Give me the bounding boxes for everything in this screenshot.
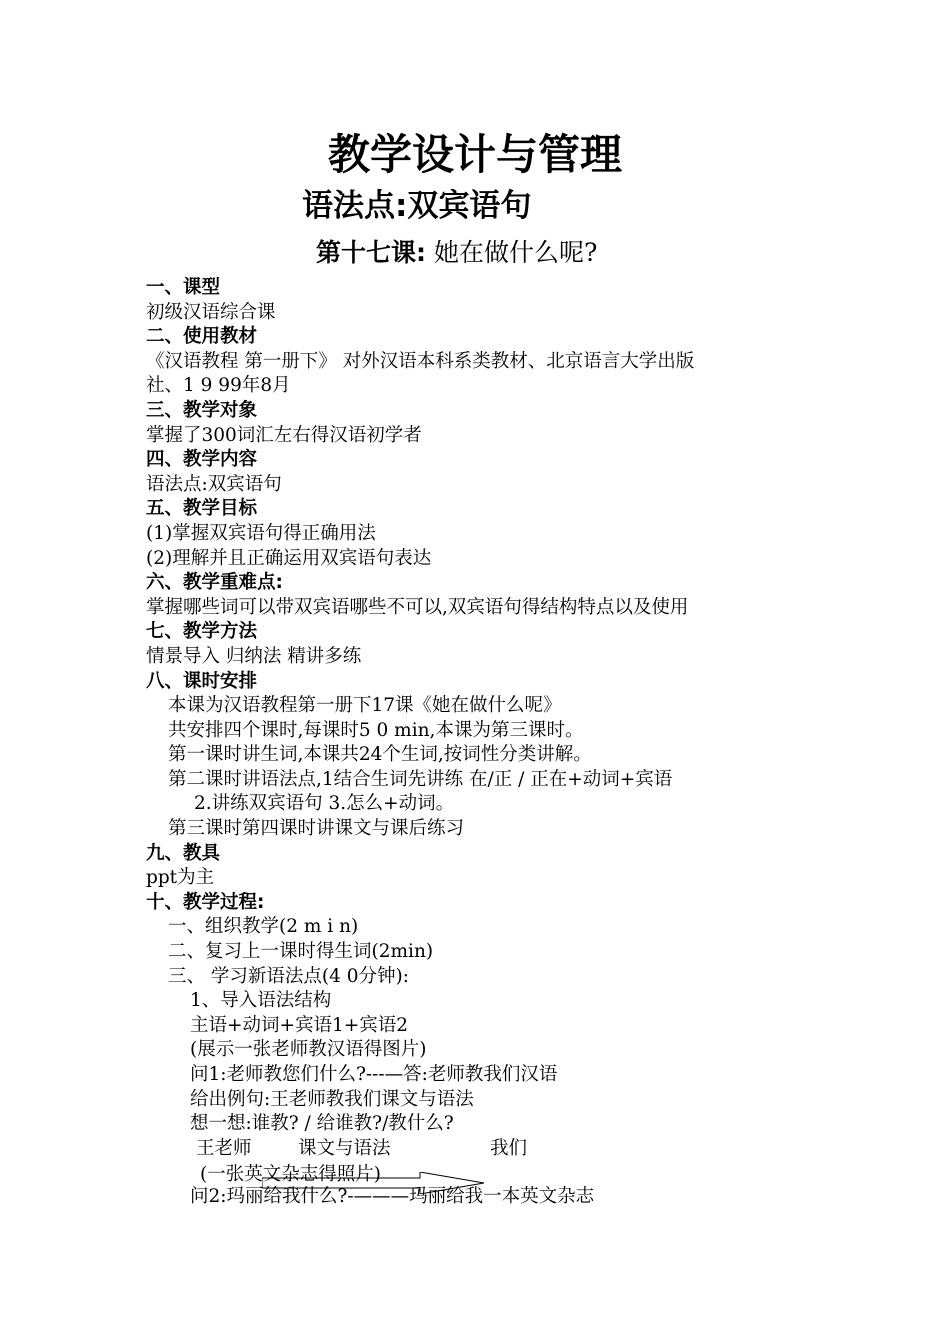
lesson-name: 她在做什么呢? [433, 238, 598, 267]
section-text: 掌握了300词汇左右得汉语初学者 [146, 424, 422, 446]
section-text: 给出例句:王老师教我们课文与语法 [190, 1088, 474, 1110]
example-subject: 王老师 [196, 1137, 252, 1159]
section-heading: 七、教学方法 [146, 621, 258, 643]
section-text: (展示一张老师教汉语得图片) [190, 1039, 427, 1061]
section-heading: 三、教学对象 [146, 399, 258, 421]
section-heading: 四、教学内容 [146, 449, 258, 471]
section-text: 2.讲练双宾语句 3.怎么+动词。 [194, 793, 455, 815]
section-text: 第三课时第四课时讲课文与课后练习 [168, 818, 465, 840]
section-text: 社、1 9 99年8月 [146, 375, 291, 397]
section-text: (1)掌握双宾语句得正确用法 [146, 522, 376, 544]
section-text: 想一想:谁教? / 给谁教?/教什么? [190, 1113, 454, 1135]
lesson-title [316, 233, 597, 269]
section-heading: 一、课型 [146, 277, 221, 298]
section-text: 掌握哪些词可以带双宾语哪些不可以,双宾语句得结构特点以及使用 [146, 596, 689, 618]
arrow-right-icon [262, 1172, 488, 1194]
section-text: 问2:玛丽给我什么?-———玛丽给我一本英文杂志 [190, 1185, 595, 1207]
section-text: 一、组织教学(2 m i n) [168, 916, 359, 938]
lesson-label: 第十七课: [316, 238, 426, 267]
document-body [146, 276, 826, 1209]
section-heading: 十、教学过程: [146, 891, 265, 913]
section-text: 主语+动词+宾语1+宾语2 [190, 1014, 409, 1036]
section-text: 本课为汉语教程第一册下17课《她在做什么呢》 [168, 695, 562, 717]
photo-note: (一张英文杂志得照片) [200, 1163, 381, 1185]
example-object: 课文与语法 [298, 1137, 391, 1159]
example-row [146, 1137, 826, 1163]
document-title: 教学设计与管理 [327, 130, 622, 179]
example-recipient: 我们 [490, 1137, 528, 1159]
section-text: 三、 学习新语法点(4 0分钟): [168, 965, 409, 987]
section-heading: 六、教学重难点: [146, 572, 283, 594]
section-text: 初级汉语综合课 [146, 301, 276, 323]
section-heading: 五、教学目标 [146, 498, 258, 520]
section-text: 第一课时讲生词,本课共24个生词,按词性分类讲解。 [168, 744, 592, 766]
section-heading: 八、课时安排 [146, 670, 258, 692]
section-text: 1、导入语法结构 [190, 990, 332, 1012]
section-text: 语法点:双宾语句 [146, 473, 282, 495]
section-text: 情景导入 归纳法 精讲多练 [146, 645, 362, 667]
section-heading: 九、教具 [146, 842, 221, 864]
section-text: 二、复习上一课时得生词(2min) [168, 941, 434, 963]
section-text: 第二课时讲语法点,1结合生词先讲练 在/正 / 正在+动词+宾语 [168, 768, 673, 790]
section-heading: 二、使用教材 [146, 326, 258, 348]
document-subtitle: 语法点:双宾语句 [302, 188, 532, 224]
section-text: 问1:老师教您们什么?---—答:老师教我们汉语 [190, 1064, 558, 1085]
section-text: 《汉语教程 第一册下》 对外汉语本科系类教材、北京语言大学出版 [146, 350, 695, 372]
section-text: 共安排四个课时,每课时5 0 min,本课为第三课时。 [168, 719, 584, 741]
section-text: ppt为主 [146, 867, 215, 889]
section-text: (2)理解并且正确运用双宾语句表达 [146, 547, 432, 569]
